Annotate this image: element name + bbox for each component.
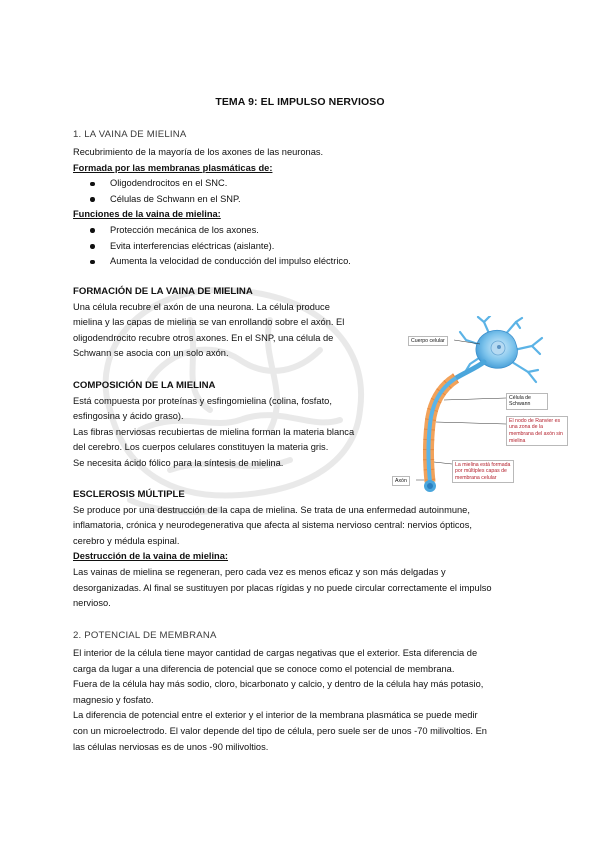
esclerosis-line: cerebro y médula espinal. xyxy=(73,535,180,546)
formacion-heading: FORMACIÓN DE LA VAINA DE MIELINA xyxy=(73,286,253,297)
formacion-section xyxy=(73,284,378,362)
potencial-line: Fuera de la célula hay más sodio, cloro, bicarbonato y calcio, y dentro de la célula hay más potasio, xyxy=(73,679,484,690)
section-2-heading: 2. POTENCIAL DE MEMBRANA xyxy=(73,630,217,641)
destruccion-line: nervioso. xyxy=(73,598,111,609)
destruccion-line: Las vainas de mielina se regeneran, pero cada vez es menos eficaz y son más delgadas y xyxy=(73,566,446,577)
bullet-icon xyxy=(90,197,95,202)
label-cuerpo-celular: Cuerpo celular xyxy=(408,336,448,346)
composicion-line: Se necesita ácido fólico para la síntesis de mielina. xyxy=(73,457,284,468)
destruccion-heading: Destrucción de la vaina de mielina: xyxy=(73,551,229,562)
formada-heading: Formada por las membranas plasmáticas de: xyxy=(73,162,273,173)
formacion-line: Una célula recubre el axón de una neurona. La célula produce xyxy=(73,301,330,312)
composicion-line: esfingosina y ácido graso). xyxy=(73,411,184,422)
esclerosis-line: inflamatoria, crónica y neurodegenerativa que afecta al sistema nervioso central: nervios ópticos, xyxy=(73,520,472,531)
list-item: Oligodendrocitos en el SNC. xyxy=(73,176,533,192)
formacion-line: mielina y las capas de mielina se van enrollando sobre el axón. El xyxy=(73,317,345,328)
formacion-line: oligodendrocito recubre otros axones. En el SNP, una célula de xyxy=(73,332,334,343)
esclerosis-section xyxy=(73,487,528,612)
composicion-section xyxy=(73,378,378,472)
list-item: Células de Schwann en el SNP. xyxy=(73,192,533,208)
formada-list xyxy=(73,176,533,207)
section-1-heading: 1. LA VAINA DE MIELINA xyxy=(73,129,187,140)
neuron-figure xyxy=(395,316,563,494)
composicion-line: Está compuesta por proteínas y esfingomielina (colina, fosfato, xyxy=(73,395,332,406)
section-2 xyxy=(73,628,217,644)
potencial-line: La diferencia de potencial entre el exterior y el interior de la membrana plasmática se puede medir xyxy=(73,710,478,721)
esclerosis-heading: ESCLEROSIS MÚLTIPLE xyxy=(73,489,185,500)
potencial-line: El interior de la célula tiene mayor cantidad de cargas negativas que el exterior. Esta diferencia de xyxy=(73,648,478,658)
list-item: Aumenta la velocidad de conducción del impulso eléctrico. xyxy=(73,254,533,270)
composicion-line: del cerebro. Los cuerpos celulares constituyen la materia gris. xyxy=(73,442,329,453)
composicion-line: Las fibras nerviosas recubiertas de mielina forman la materia blanca xyxy=(73,426,355,437)
esclerosis-line: Se produce por una destrucción de la capa de mielina. Se trata de una enfermedad autoinmune, xyxy=(73,504,470,515)
section-2-body xyxy=(73,646,528,755)
destruccion-line: desorganizadas. Al final se sustituyen por placas rígidas y no puede circular correctamente el impulso xyxy=(73,582,492,593)
list-item: Evita interferencias eléctricas (aislante). xyxy=(73,239,533,255)
intro-text: Recubrimiento de la mayoría de los axones de las neuronas. xyxy=(73,147,324,157)
label-axon: Axón xyxy=(392,476,410,486)
potencial-line: carga da lugar a una diferencia de potencial que se conoce como el potencial de membrana. xyxy=(73,663,455,674)
funciones-heading: Funciones de la vaina de mielina: xyxy=(73,209,221,220)
list-item: Protección mecánica de los axones. xyxy=(73,223,533,239)
potencial-line: con un microelectrodo. El valor depende del tipo de célula, pero suele ser de unos -70 milivoltios. En xyxy=(73,725,487,736)
formacion-line: Schwann se asocia con un solo axón. xyxy=(73,348,229,359)
label-celula-schwann: Célula de Schwann xyxy=(506,393,548,410)
bullet-icon xyxy=(90,228,95,233)
section-1-body xyxy=(73,145,533,270)
page-title: TEMA 9: EL IMPULSO NERVIOSO xyxy=(215,96,385,108)
label-nodo-ranvier: El nodo de Ranvier es una zona de la membrana del axón sin mielina xyxy=(506,416,568,446)
potencial-line: las células nerviosas es de unos -90 milivoltios. xyxy=(73,741,269,752)
potencial-line: magnesio y fosfato. xyxy=(73,694,154,705)
bullet-icon xyxy=(90,260,95,265)
label-mielina: La mielina está formada por múltiples capas de membrana celular xyxy=(452,460,514,483)
section-1 xyxy=(73,127,187,143)
bullet-icon xyxy=(90,244,95,249)
funciones-list xyxy=(73,223,533,270)
composicion-heading: COMPOSICIÓN DE LA MIELINA xyxy=(73,380,216,391)
bullet-icon xyxy=(90,182,95,187)
